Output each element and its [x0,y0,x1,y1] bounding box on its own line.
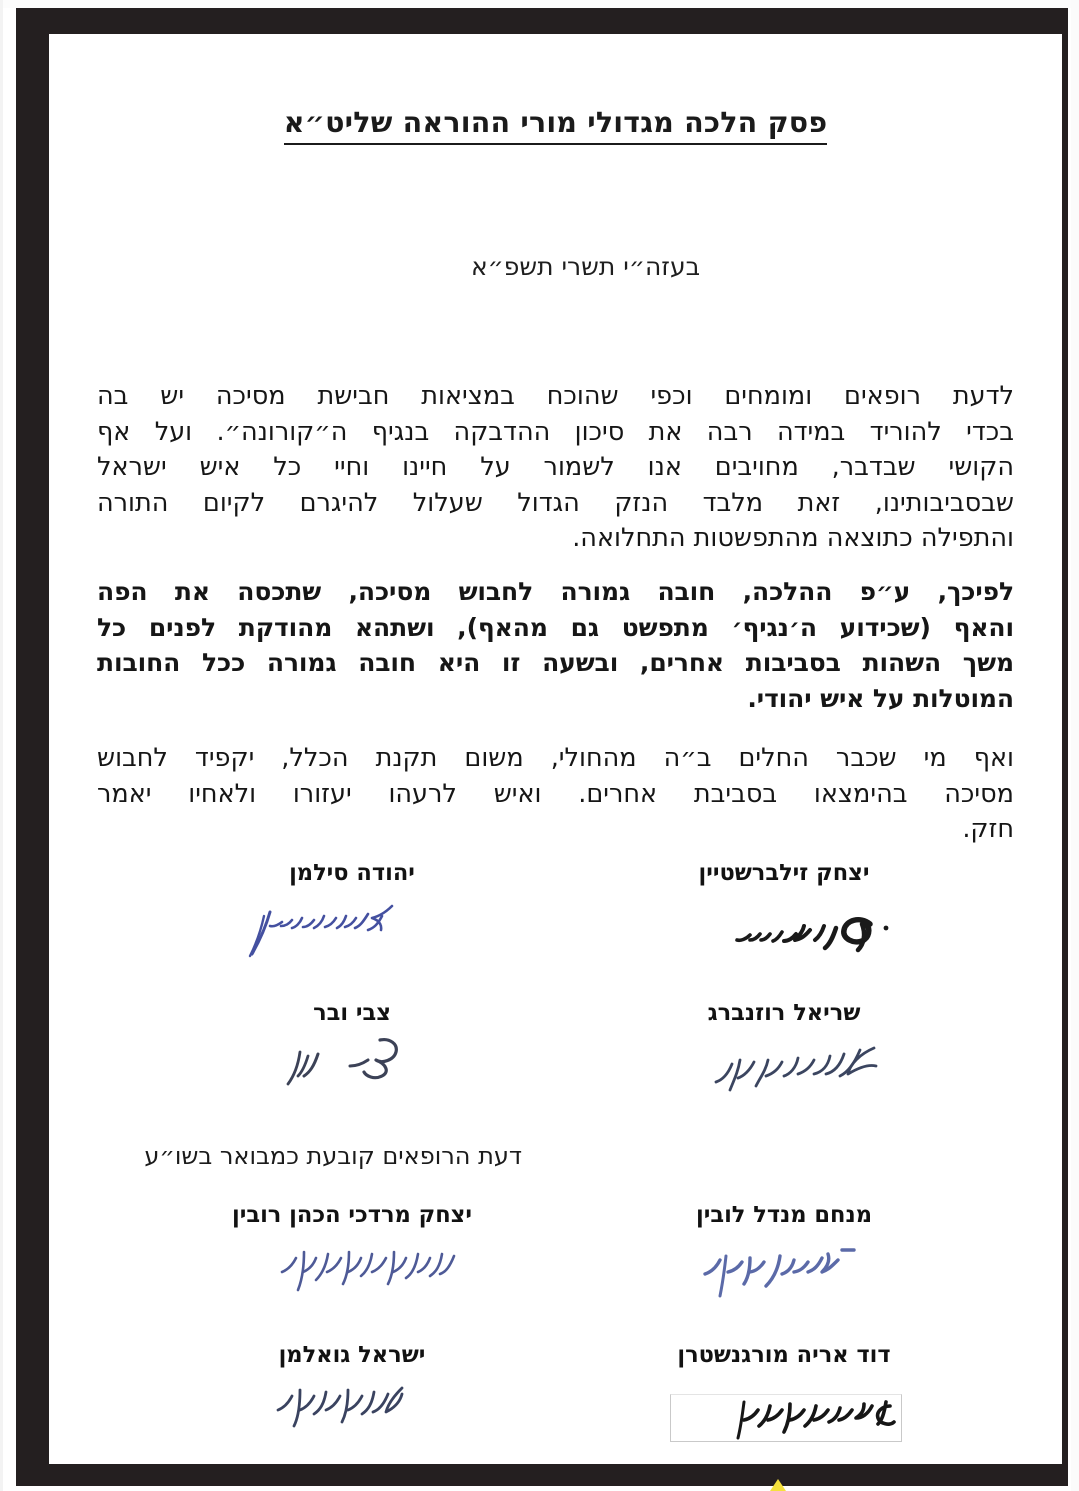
paragraph-line: משך השהות בסביבות אחרים, ובשעה זו היא חובה גמורה ככל החובות [97,648,1014,677]
paragraph-ruling [97,574,1014,716]
paragraph-intro [97,379,1014,557]
signatory-name: צבי ובר [313,1000,391,1026]
handwritten-signature [142,1376,562,1468]
handwritten-signature [142,1034,562,1126]
signatory-block [142,1202,562,1337]
page-title-text: פסק הלכה מגדולי מורי ההוראה שליט״א [284,106,828,145]
paragraph-line: והתפילה כתוצאה מהתפשטות התחלואה. [572,523,1014,553]
scan-edge-right [1071,0,1079,1491]
paragraph-line: חזק. [962,814,1014,844]
signatory-block [574,1202,994,1337]
signatory-block [574,1342,994,1477]
scan-edge-left [0,0,3,1491]
signatory-block [574,1000,994,1135]
handwritten-signature [574,894,994,986]
paragraph-line: שבסביבותינו, זאת מלבד הנזק הגדול שעלול להיגרם לקיום התורה [97,487,1014,518]
handwritten-signature [574,1236,994,1328]
page-content [49,34,1062,1464]
signatory-block [142,1000,562,1135]
signature-row [49,1202,1062,1337]
paragraph-line: והאף (שכידוע ה׳נגיף׳ מתפשט גם מהאף), ושתהא מהודקת לפנים כל [97,612,1014,642]
scan-edge-top [0,0,1079,8]
paragraph-line: הקושי שבדבר, מחויבים אנו לשמור על חיינו וחיי כל איש ישראל [97,452,1014,482]
paragraph-line: לדעת רופאים ומומחים וכפי שהוכח במציאות חבישת מסיכה יש בה [97,381,1014,411]
paragraph-line: ואף מי שכבר החלים ב״ה מהחולי, משום תקנת הכלל, יקפיד לחבוש [97,743,1014,773]
paragraph-line: המוטלות על איש יהודי. [747,683,1014,713]
signatory-name: מנחם מנדל לובין [696,1202,872,1228]
document-page [49,34,1062,1464]
document-scan-frame [16,8,1068,1486]
handwritten-signature [142,894,562,986]
handwritten-signature [142,1236,562,1328]
signatory-block [142,1342,562,1477]
signatory-name: יצחק זילברשטיין [698,860,870,886]
signatory-name: ישראל גואלמן [278,1342,426,1368]
signatory-name: שריאל רוזנברג [707,1000,861,1026]
paragraph-line: בכדי להוריד במידה רבה את סיכון ההדבקה בנגיף ה״קורונה״. ועל אף [97,416,1014,447]
date-line: בעזה״י תשרי תשפ״א [470,252,701,281]
signature-scan-box [670,1394,902,1442]
signature-row [49,860,1062,995]
paragraph-line: מסיכה בהימצאו בסביבת אחרים. ואיש לרעהו יעזורו ולאחיו יאמר [97,778,1014,809]
handwritten-signature [574,1376,994,1468]
signature-row [49,1000,1062,1135]
signatory-name: יצחק מרדכי הכהן רובין [232,1202,472,1228]
paragraph-line: לפיכך, ע״פ ההלכה, חובה גמורה לחבוש מסיכה, שתכסה את הפה [97,577,1014,606]
signatory-name: דוד אריה מורגנשטרן [677,1342,891,1368]
page-title [49,106,1062,139]
doctors-opinion-note: דעת הרופאים קובעת כמבואר בשו״ע [144,1142,522,1170]
signatory-block [574,860,994,995]
signatory-block [142,860,562,995]
signatory-name: יהודה סילמן [289,860,415,886]
signature-row [49,1342,1062,1477]
paragraph-recovered [97,741,1014,848]
handwritten-signature [574,1034,994,1126]
